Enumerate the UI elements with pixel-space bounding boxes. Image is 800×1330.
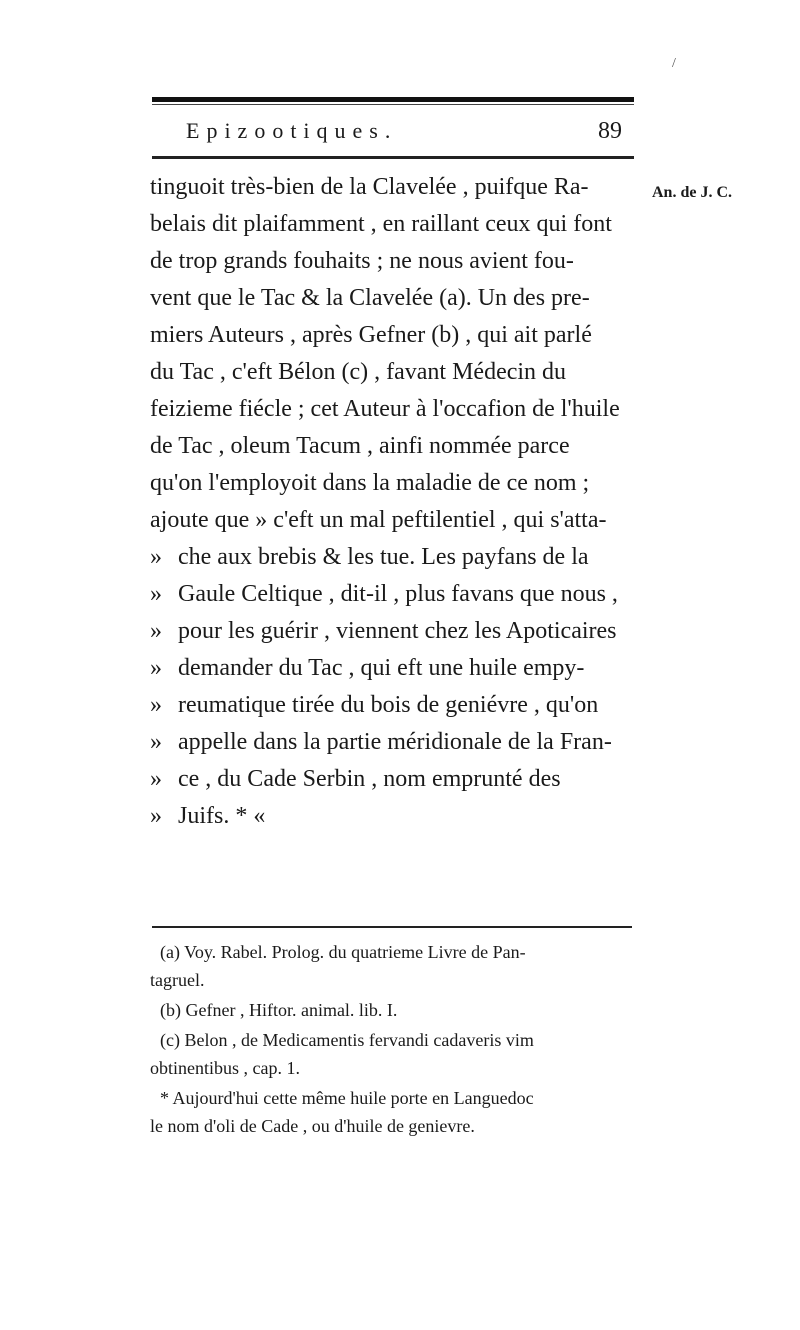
quote-marker: » <box>150 729 162 755</box>
body-line: miers Auteurs , après Gefner (b) , qui ait parlé <box>150 322 592 348</box>
body-line: ajoute que » c'eft un mal peftilentiel , qui s'atta- <box>150 507 607 533</box>
footnote-star-cont: le nom d'oli de Cade , ou d'huile de genievre. <box>150 1116 475 1136</box>
body-line: vent que le Tac & la Clavelée (a). Un des pre- <box>150 285 590 311</box>
footnote-rule <box>152 926 632 928</box>
body-line: belais dit plaifamment , en raillant ceux qui font <box>150 211 612 237</box>
running-title: Epizootiques. <box>186 118 398 143</box>
footnote-star: * Aujourd'hui cette même huile porte en Languedoc <box>160 1088 534 1108</box>
body-line: du Tac , c'eft Bélon (c) , favant Médecin du <box>150 359 567 385</box>
body-line: qu'on l'employoit dans la maladie de ce nom ; <box>150 470 590 496</box>
top-rule <box>152 97 634 102</box>
body-line: » Gaule Celtique , dit-il , plus favans que nous , <box>150 575 618 613</box>
body-line: » reumatique tirée du bois de geniévre , qu'on <box>150 686 598 724</box>
quote-marker: » <box>150 692 162 718</box>
body-line: » ce , du Cade Serbin , nom emprunté des <box>150 760 561 798</box>
quote-marker: » <box>150 655 162 681</box>
quote-marker: » <box>150 766 162 792</box>
quote-marker: » <box>150 581 162 607</box>
body-line: » demander du Tac , qui eft une huile empy- <box>150 649 584 687</box>
quote-marker: » <box>150 803 162 829</box>
body-line: feizieme fiécle ; cet Auteur à l'occafion de l'huile <box>150 396 620 422</box>
page-number: 89 <box>598 118 622 144</box>
body-line: » pour les guérir , viennent chez les Apoticaires <box>150 612 617 650</box>
footnote-c-cont: obtinentibus , cap. 1. <box>150 1058 300 1078</box>
footnote-c: (c) Belon , de Medicamentis fervandi cadaveris vim <box>160 1030 534 1050</box>
quote-marker: » <box>150 618 162 644</box>
body-line: » che aux brebis & les tue. Les payfans de la <box>150 538 589 576</box>
body-line: tinguoit très-bien de la Clavelée , puifque Ra- <box>150 174 589 200</box>
footnote-a: (a) Voy. Rabel. Prolog. du quatrieme Livre de Pan- <box>160 942 526 962</box>
corner-mark: / <box>672 56 676 71</box>
body-line: » appelle dans la partie méridionale de la Fran- <box>150 723 612 761</box>
top-rule-thin <box>152 104 634 105</box>
body-line: de trop grands fouhaits ; ne nous avient fou- <box>150 248 574 274</box>
header-rule <box>152 156 634 159</box>
footnote-a-cont: tagruel. <box>150 970 205 990</box>
quote-marker: » <box>150 544 162 570</box>
body-line: de Tac , oleum Tacum , ainfi nommée parce <box>150 433 570 459</box>
footnote-b: (b) Gefner , Hiftor. animal. lib. I. <box>160 1000 398 1020</box>
body-line: » Juifs. * « <box>150 797 265 835</box>
margin-note: An. de J. C. <box>652 184 733 201</box>
